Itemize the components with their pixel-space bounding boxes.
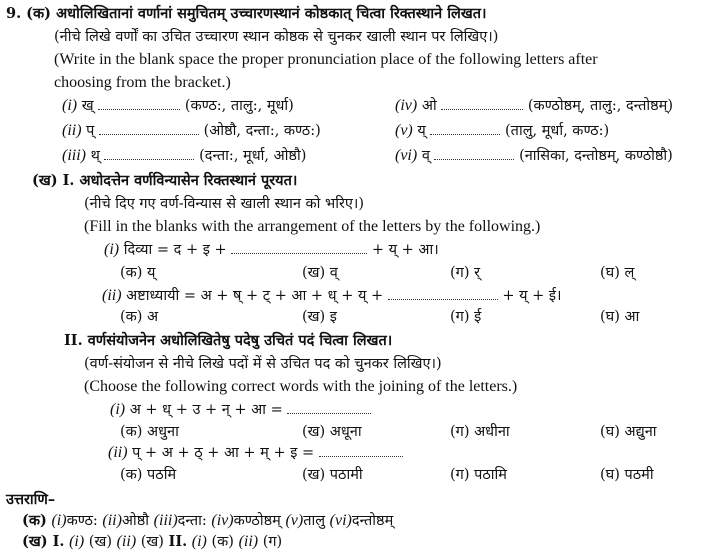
q9-item-2 [62,121,321,141]
question-number: (ii) [108,444,128,461]
kh-q1-option-4[interactable]: (घ) ल् [600,265,635,281]
answer-blank[interactable] [231,241,367,254]
answer-number: (i) [51,512,67,529]
question-expression: प् + अ + ठ् + आ + म् + इ = [132,445,315,461]
kh-q1-option-1[interactable]: (क) य् [120,265,156,281]
item-options: (नासिका, दन्तोष्ठम्, कण्ठोष्ठौ) [519,148,673,164]
kh-title [32,171,297,191]
q9-item-3 [62,146,306,166]
kh-question-1 [104,240,439,260]
answer-blank[interactable] [99,122,199,135]
ii-q2-option-2[interactable]: (ख) पठामी [302,467,363,483]
kh-q2-option-4[interactable]: (घ) आ [600,309,640,325]
question-number: (ii) [102,287,122,304]
item-letter: थ् [90,148,100,164]
item-letter: प् [86,123,95,139]
item-options: (कण्ठोष्ठम्, तालु:, दन्तोष्ठम्) [527,98,674,114]
kh-q2-option-2[interactable]: (ख) इ [302,309,337,325]
question-right: + य् + ई। [502,288,562,304]
answer-number: (ii) [238,533,259,550]
answer-number: (v) [285,512,304,529]
item-letter: व् [421,148,430,164]
question-number: (i) [110,401,126,418]
answer-text: कण्ठ: [66,513,98,529]
answer-text: दन्ता: [177,513,207,529]
item-number: (vi) [395,147,418,164]
q9-hindi-instruction: (नीचे लिखे वर्णों का उचित उच्चारण स्थान कोष्ठक से चुनकर खाली स्थान पर लिखिए।) [54,29,499,45]
answer-text: (ख) [88,534,112,550]
q9-title-prefix: 9. (क) [6,5,52,22]
q9-english-instruction-1: (Write in the blank space the proper pronunciation place of the following letters after [54,51,598,68]
q9-title [6,4,486,24]
ii-q1-option-2[interactable]: (ख) अधूना [302,424,362,440]
kh-prefix: (ख) I. [32,172,75,189]
ii-title [64,331,392,351]
ii-prefix: II. [64,332,83,349]
answer-number: (vi) [329,512,352,529]
q9-item-5 [395,121,609,141]
q9-english-instruction-2: choosing from the bracket.) [54,74,231,91]
item-number: (v) [395,122,413,139]
answer-blank[interactable] [441,97,523,110]
item-number: (iv) [395,97,418,114]
answer-number: (iv) [211,512,234,529]
q9-item-6 [395,146,673,166]
answers-line-1 [22,511,393,531]
question-number: (i) [104,241,120,258]
answer-blank[interactable] [287,401,371,414]
ii-q2-option-1[interactable]: (क) पठमि [120,467,177,483]
ii-q2-option-3[interactable]: (ग) पठामि [450,467,507,483]
answer-blank[interactable] [434,147,514,160]
q9-item-4 [395,96,673,116]
answers-heading: उत्तराणि– [6,491,56,508]
question-expression: अ + ध् + उ + न् + आ = [129,402,283,418]
ii-title-text: वर्णसंयोजनेन अधोलिखितेषु पदेषु उचितं पदं चित्वा लिखत। [87,332,393,349]
answer-number: (i) [191,533,207,550]
ii-hindi-instruction: (वर्ण-संयोजन से नीचे लिखे पदों में से उचित पद को चुनकर लिखिए।) [84,356,442,372]
answers-line-2 [22,532,282,552]
kh-q2-option-3[interactable]: (ग) ई [450,309,482,325]
kh-q1-option-3[interactable]: (ग) र् [450,265,481,281]
ii-question-1 [110,400,371,420]
kh-english-instruction: (Fill in the blanks with the arrangement of the letters by the following.) [84,218,541,235]
answer-text: कण्ठोष्ठम् [233,513,281,529]
question-left: दिव्या = द + इ + [123,242,227,258]
answer-blank[interactable] [319,444,403,457]
answer-number: (ii) [116,533,137,550]
q9-item-1 [62,96,294,116]
ii-question-2 [108,443,403,463]
item-number: (i) [62,97,78,114]
answer-number: (ii) [102,512,122,529]
ii-q1-option-4[interactable]: (घ) अद्युना [600,424,657,440]
kh-q2-option-1[interactable]: (क) अ [120,309,159,325]
answer-text: दन्तोष्ठम् [351,513,394,529]
kh-title-text: अधोदत्तेन वर्णविन्यासेन रिक्तस्थानं पूरयत। [79,172,298,189]
answer-text: (क) [211,534,234,550]
answer-blank[interactable] [388,287,498,300]
item-options: (तालु, मूर्धा, कण्ठ:) [505,123,610,139]
answers-line-2-prefix: (ख) I. [22,533,65,550]
ii-english-instruction: (Choose the following correct words with the joining of the letters.) [84,378,518,395]
item-letter: य् [417,123,426,139]
item-options: (कण्ठ:, तालु:, मूर्धा) [184,98,294,114]
kh-question-2 [102,286,562,306]
answer-blank[interactable] [104,147,194,160]
ii-q2-option-4[interactable]: (घ) पठमी [600,467,654,483]
answer-text: तालु [303,513,326,529]
ii-q1-option-3[interactable]: (ग) अधीना [450,424,510,440]
question-left: अष्टाध्यायी = अ + ष् + ट् + आ + ध् + य् + [126,288,384,304]
item-options: (ओष्ठौ, दन्ता:, कण्ठ:) [203,123,321,139]
answer-blank[interactable] [430,122,500,135]
question-right: + य् + आ। [371,242,439,258]
answers-line-2-mid: II. [168,533,188,550]
answer-number: (iii) [153,512,178,529]
kh-q1-option-2[interactable]: (ख) व् [302,265,338,281]
answer-text: ओष्ठौ [121,513,150,529]
ii-q1-option-1[interactable]: (क) अधुना [120,424,179,440]
answer-text: (ग) [262,534,283,550]
answer-blank[interactable] [98,97,180,110]
answer-number: (i) [69,533,85,550]
item-options: (दन्ता:, मूर्धा, ओष्ठौ) [199,148,307,164]
item-letter: ख् [81,98,94,114]
item-number: (iii) [62,147,86,164]
kh-hindi-instruction: (नीचे दिए गए वर्ण-विन्यास से खाली स्थान को भरिए।) [84,196,365,212]
answers-line-1-prefix: (क) [22,512,47,529]
item-letter: ओ [421,98,437,114]
item-number: (ii) [62,122,82,139]
answer-text: (ख) [140,534,164,550]
q9-title-text: अधोलिखितानां वर्णानां समुचितम् उच्चारणस्थानं कोष्ठकात् चित्वा रिक्तस्थाने लिखत। [56,5,487,22]
